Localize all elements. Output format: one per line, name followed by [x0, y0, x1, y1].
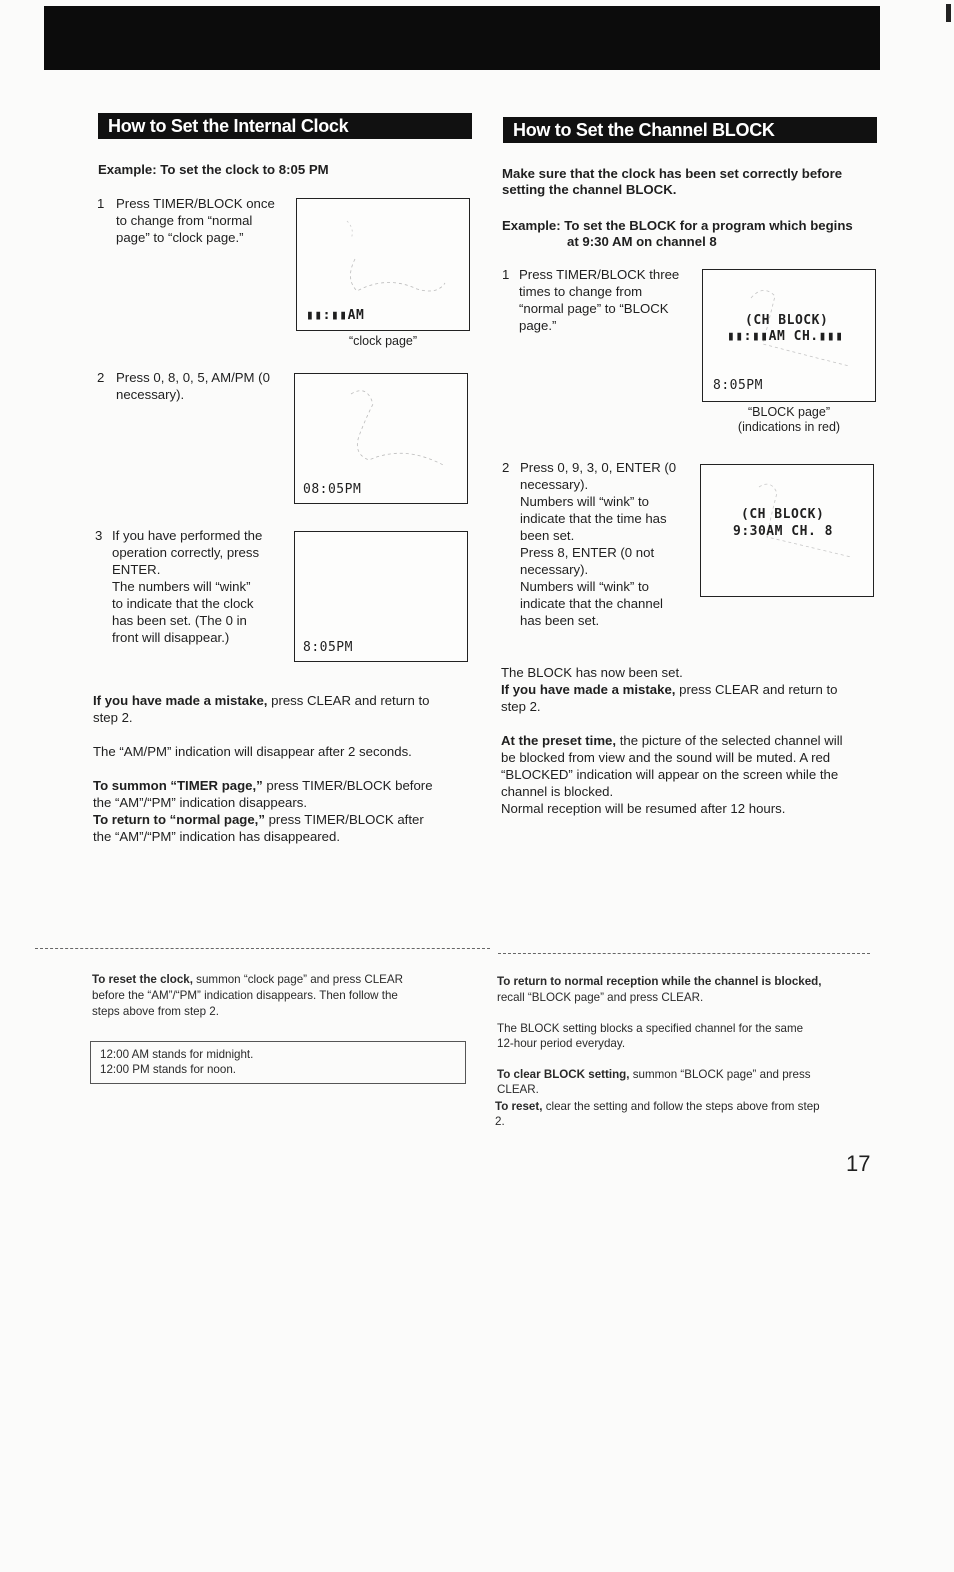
block-step2-line5: been set. — [520, 528, 575, 543]
block-step1-line1: Press TIMER/BLOCK three — [519, 267, 680, 282]
clock-step1-line2: to change from “normal — [116, 213, 253, 228]
block-mistake-line2: step 2. — [501, 699, 541, 714]
clear-block-bold: To clear BLOCK setting, — [497, 1068, 630, 1081]
top-black-banner — [44, 6, 880, 70]
block-step2-number: 2 — [502, 460, 510, 475]
block-preset-line3: “BLOCKED” indication will appear on the screen while the — [501, 767, 839, 782]
block-step1-number: 1 — [502, 267, 510, 282]
clock-step3-line5: to indicate that the clock — [112, 596, 254, 611]
note-noon: 12:00 PM stands for noon. — [100, 1063, 236, 1076]
clock-mistake-bold: If you have made a mistake, — [93, 693, 268, 708]
clear-block-line2: CLEAR. — [497, 1083, 539, 1096]
clock-summon-rest: press TIMER/BLOCK before — [262, 778, 433, 793]
block-preset-line2: be blocked from view and the sound will be muted. A red — [501, 750, 831, 765]
reset-clock-bold: To reset the clock, — [92, 973, 193, 986]
block-intro-line2: setting the channel BLOCK. — [502, 182, 677, 197]
clock-entry-screen — [294, 373, 468, 504]
block-page-caption: “BLOCK page” — [748, 405, 830, 419]
page-number: 17 — [846, 1151, 871, 1176]
reset-block-bold: To reset, — [495, 1100, 543, 1113]
clock-step2-line2: necessary). — [116, 387, 185, 402]
clock-page-screen — [296, 198, 470, 331]
block-step2-line3: Numbers will “wink” to — [520, 494, 649, 509]
block-example-line2: at 9:30 AM on channel 8 — [567, 234, 717, 249]
block-preset-line4: channel is blocked. — [501, 784, 614, 799]
clock-step3-line7: front will disappear.) — [112, 630, 230, 645]
reset-clock-rest: summon “clock page” and press CLEAR — [192, 973, 404, 986]
block-step2-line9: indicate that the channel — [520, 596, 663, 611]
clear-block-rest: summon “BLOCK page” and press — [629, 1068, 811, 1081]
block-page-title: (CH BLOCK) — [745, 313, 829, 328]
block-setting-line2: 12-hour period everyday. — [497, 1037, 626, 1050]
clock-step2-number: 2 — [97, 370, 105, 385]
clock-page-caption: “clock page” — [348, 334, 418, 348]
clock-return-line1 — [93, 811, 424, 828]
reset-clock-line2: before the “AM”/“PM” indication disappears. Then follow the — [92, 989, 398, 1002]
clock-example: Example: To set the clock to 8:05 PM — [98, 162, 329, 177]
footer-divider-left — [35, 948, 490, 949]
block-step2-line10: has been set. — [520, 613, 600, 628]
block-step1-line3: “normal page” to “BLOCK — [519, 301, 669, 316]
block-preset-rest: the picture of the selected channel will — [616, 733, 843, 748]
clock-mistake-line1 — [93, 692, 429, 709]
note-midnight: 12:00 AM stands for midnight. — [100, 1048, 254, 1061]
block-page-caption-note: (indications in red) — [737, 420, 841, 434]
block-set-screen — [700, 464, 874, 597]
clock-step3-line6: has been set. (The 0 in — [112, 613, 247, 628]
clock-return-bold: To return to “normal page,” — [93, 812, 265, 827]
block-page-time-channel: ▮▮:▮▮AM CH.▮▮▮ — [727, 329, 844, 344]
clock-set-display: 8:05PM — [303, 640, 353, 655]
block-step2-line6: Press 8, ENTER (0 not — [520, 545, 655, 560]
clock-step3-line1: If you have performed the — [112, 528, 263, 543]
reset-clock-line1 — [92, 972, 403, 988]
clock-mistake-line2: step 2. — [93, 710, 133, 725]
block-set-time-channel: 9:30AM CH. 8 — [733, 524, 833, 539]
block-example-line1: Example: To set the BLOCK for a program which begins — [502, 218, 853, 233]
edge-mark — [946, 4, 951, 22]
clock-summon-line2: the “AM”/“PM” indication disappears. — [93, 795, 308, 810]
block-set-title: (CH BLOCK) — [741, 507, 825, 522]
block-step2-line8: Numbers will “wink” to — [520, 579, 649, 594]
clock-set-screen — [294, 531, 468, 662]
reset-block-rest: clear the setting and follow the steps above from step — [542, 1100, 820, 1113]
clock-return-line2: the “AM”/“PM” indication has disappeared. — [93, 829, 341, 844]
clear-block-line1 — [497, 1067, 811, 1083]
clock-ampm-note: The “AM/PM” indication will disappear after 2 seconds. — [93, 744, 412, 759]
clock-page-display: ▮▮:▮▮AM — [306, 308, 365, 323]
clock-step2-line1: Press 0, 8, 0, 5, AM/PM (0 — [116, 370, 270, 385]
block-set-confirm: The BLOCK has now been set. — [501, 665, 683, 680]
block-page-screen — [702, 269, 876, 402]
return-normal-title: To return to normal reception while the channel is blocked, — [497, 975, 822, 988]
block-step2-line1: Press 0, 9, 3, 0, ENTER (0 — [520, 460, 677, 475]
clock-step3-line4: The numbers will “wink” — [112, 579, 251, 594]
footer-divider-right — [498, 953, 870, 954]
block-step1-line4: page.” — [519, 318, 557, 333]
block-step2-line4: indicate that the time has — [520, 511, 667, 526]
reset-block-line2: 2. — [495, 1115, 505, 1128]
block-intro-line1: Make sure that the clock has been set correctly before — [502, 166, 843, 181]
block-preset-line1 — [501, 732, 843, 749]
reset-clock-line3: steps above from step 2. — [92, 1005, 219, 1018]
clock-step1-line1: Press TIMER/BLOCK once — [116, 196, 275, 211]
clock-step3-number: 3 — [95, 528, 103, 543]
clock-step1-line3: page” to “clock page.” — [116, 230, 244, 245]
midnight-noon-note-box — [90, 1041, 466, 1084]
clock-step3-line3: ENTER. — [112, 562, 161, 577]
reset-block-line1 — [495, 1099, 820, 1115]
block-mistake-line1 — [501, 681, 837, 698]
block-preset-line5: Normal reception will be resumed after 12 hours. — [501, 801, 786, 816]
block-setting-line1: The BLOCK setting blocks a specified channel for the same — [497, 1022, 804, 1035]
clock-step3-line2: operation correctly, press — [112, 545, 260, 560]
clock-summon-line1 — [93, 777, 433, 794]
block-page-clock: 8:05PM — [713, 378, 763, 393]
return-normal-line2: recall “BLOCK page” and press CLEAR. — [497, 991, 704, 1004]
clock-step1-number: 1 — [97, 196, 105, 211]
block-step2-line2: necessary). — [520, 477, 589, 492]
block-step2-line7: necessary). — [520, 562, 589, 577]
clock-mistake-rest: press CLEAR and return to — [267, 693, 430, 708]
section-header-internal-clock: How to Set the Internal Clock — [98, 113, 472, 139]
block-step1-line2: times to change from — [519, 284, 643, 299]
section-header-channel-block: How to Set the Channel BLOCK — [503, 117, 877, 143]
block-mistake-bold: If you have made a mistake, — [501, 682, 676, 697]
clock-summon-bold: To summon “TIMER page,” — [93, 778, 263, 793]
block-preset-bold: At the preset time, — [501, 733, 617, 748]
block-mistake-rest: press CLEAR and return to — [675, 682, 838, 697]
return-normal-bold — [497, 974, 821, 990]
clock-entry-display: 08:05PM — [303, 482, 362, 497]
clock-return-rest: press TIMER/BLOCK after — [264, 812, 424, 827]
